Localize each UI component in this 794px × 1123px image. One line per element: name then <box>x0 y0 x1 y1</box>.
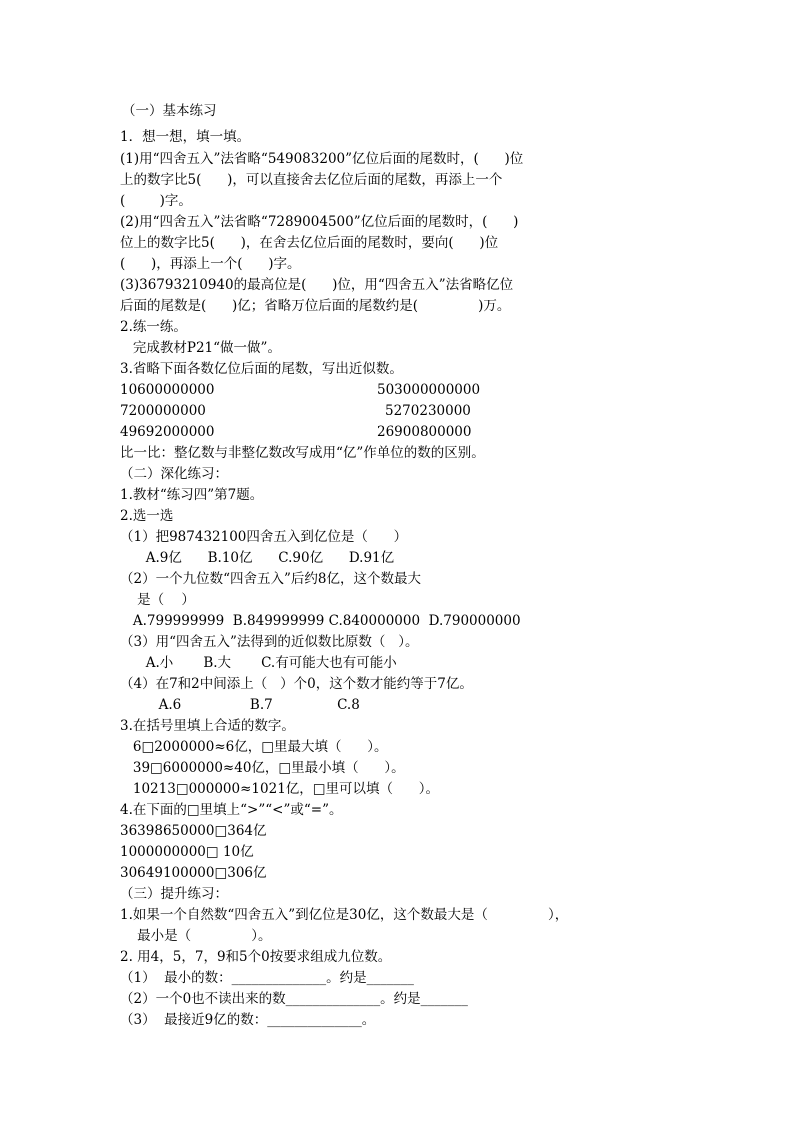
choice-2-stem-line-2: 是（ ） <box>120 592 195 608</box>
choice-1-options: A.9亿 B.10亿 C.90亿 D.91亿 <box>120 550 395 566</box>
question-1-1-line-2: 上的数字比5( )，可以直接舍去亿位后面的尾数，再添上一个 <box>120 172 503 188</box>
number-item: 5270230000 <box>385 403 471 419</box>
number-item: 49692000000 <box>120 424 215 440</box>
fill-digit-1: 6□2000000≈6亿，□里最大填（ ）。 <box>120 739 388 755</box>
question-1-1-line-1: (1)用“四舍五入”法省略“549083200”亿位后面的尾数时，( )位 <box>120 151 524 167</box>
section-deepen-practice-heading: （二）深化练习： <box>120 466 228 482</box>
deepen-question-4-title: 4.在下面的□里填上“>”“<”或“=”。 <box>120 802 343 818</box>
deepen-question-3-title: 3.在括号里填上合适的数字。 <box>120 718 295 734</box>
compare-note: 比一比：整亿数与非整亿数改写成用“亿”作单位的数的区别。 <box>120 445 485 461</box>
number-item: 7200000000 <box>120 403 206 419</box>
question-3-title: 3.省略下面各数亿位后面的尾数，写出近似数。 <box>120 361 403 377</box>
compare-item-1: 36398650000□364亿 <box>120 823 267 839</box>
number-item: 503000000000 <box>377 382 481 398</box>
compare-item-3: 30649100000□306亿 <box>120 865 267 881</box>
choice-4-options: A.6 B.7 C.8 <box>120 697 360 713</box>
choice-3-options: A.小 B.大 C.有可能大也有可能小 <box>120 655 397 671</box>
question-2-title: 2.练一练。 <box>120 319 187 335</box>
choice-4-stem: （4）在7和2中间添上（ ）个0，这个数才能约等于7亿。 <box>120 676 473 692</box>
improve-question-2-item-1: （1） 最小的数：______________。约是_______ <box>120 970 414 986</box>
question-1-3-line-2: 后面的尾数是( )亿；省略万位后面的尾数约是( )万。 <box>120 298 511 314</box>
fill-digit-2: 39□6000000≈40亿，□里最小填（ ）。 <box>120 760 405 776</box>
choice-2-stem-line-1: （2）一个九位数“四舍五入”后约8亿，这个数最大 <box>120 571 421 587</box>
deepen-question-2-title: 2.选一选 <box>120 508 174 524</box>
improve-question-2-item-2: （2）一个0也不读出来的数______________。约是_______ <box>120 991 468 1007</box>
number-item: 10600000000 <box>120 382 215 398</box>
deepen-question-1: 1.教材“练习四”第7题。 <box>120 487 264 503</box>
choice-3-stem: （3）用“四舍五入”法得到的近似数比原数（ ）。 <box>120 634 419 650</box>
question-1-title: 1．想一想，填一填。 <box>120 129 251 145</box>
improve-question-1-line-2: 最小是（ ）。 <box>120 928 272 944</box>
question-2-text: 完成教材P21“做一做”。 <box>120 340 281 356</box>
section-basic-practice-heading: （一）基本练习 <box>122 103 217 119</box>
improve-question-2-title: 2. 用4，5，7，9和5个0按要求组成九位数。 <box>120 949 392 965</box>
number-item: 26900800000 <box>377 424 472 440</box>
question-1-2-line-2: 位上的数字比5( )，在舍去亿位后面的尾数时，要向( )位 <box>120 235 499 251</box>
question-1-1-line-3: ( )字。 <box>120 193 192 209</box>
question-1-2-line-1: (2)用“四舍五入”法省略“7289004500”亿位后面的尾数时，( ) <box>120 214 519 230</box>
choice-2-options: A.799999999 B.849999999 C.840000000 D.790000000 <box>120 613 521 629</box>
compare-item-2: 1000000000□ 10亿 <box>120 844 254 860</box>
question-1-3-line-1: (3)36793210940的最高位是( )位，用“四舍五入”法省略亿位 <box>120 277 514 293</box>
question-1-2-line-3: ( )，再添上一个( )字。 <box>120 256 301 272</box>
section-improve-practice-heading: （三）提升练习： <box>120 886 228 902</box>
improve-question-1-line-1: 1.如果一个自然数“四舍五入”到亿位是30亿，这个数最大是（ ）， <box>120 907 569 923</box>
fill-digit-3: 10213□000000≈1021亿，□里可以填（ ）。 <box>120 781 440 797</box>
choice-1-stem: （1）把987432100四舍五入到亿位是（ ） <box>120 529 408 545</box>
improve-question-2-item-3: （3） 最接近9亿的数：______________。 <box>120 1012 376 1028</box>
